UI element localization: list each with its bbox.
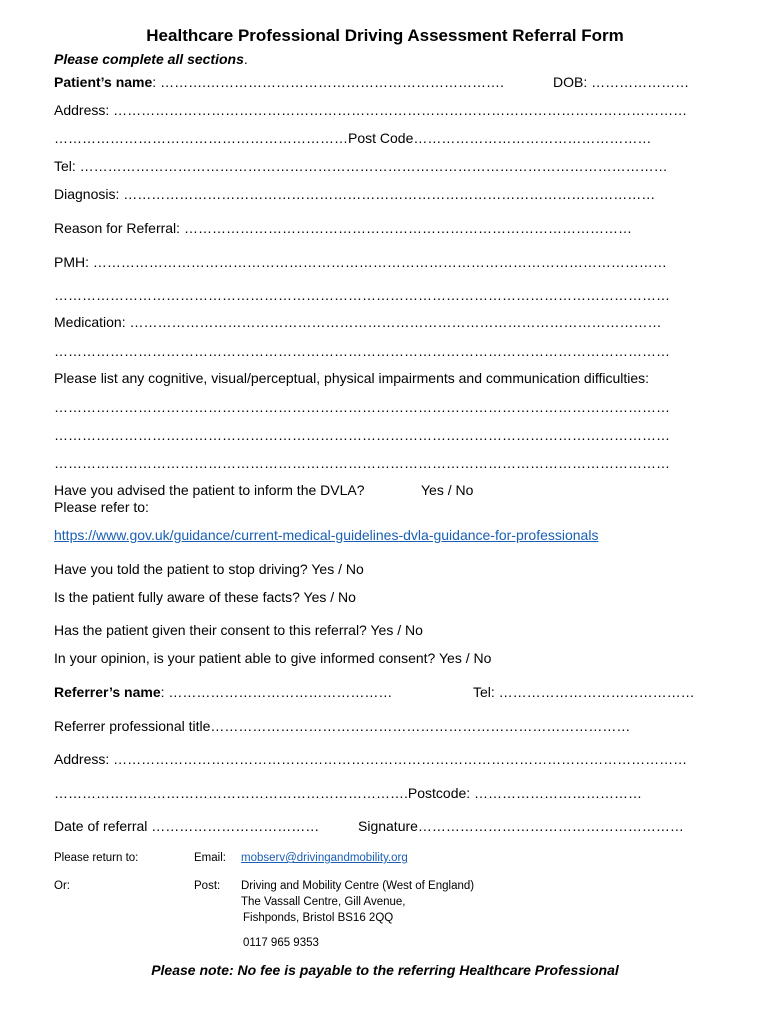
fee-note: Please note: No fee is payable to the referring Healthcare Professional <box>151 962 619 978</box>
referrer-name-label: Referrer’s name <box>54 684 161 700</box>
post-address-line1: Driving and Mobility Centre (West of England) <box>241 880 475 892</box>
phone-number: 0117 965 9353 <box>243 937 319 949</box>
subtitle-period: . <box>243 51 248 67</box>
pmh-field[interactable]: PMH: …………………………………………………………………………………………………………… <box>54 254 667 270</box>
date-of-referral-field[interactable]: Date of referral ……………………………… <box>54 818 320 834</box>
form-subtitle <box>54 51 248 67</box>
email-link[interactable]: mobserv@drivingandmobility.org <box>241 852 408 864</box>
post-label: Post: <box>194 880 221 892</box>
dvla-question: Have you advised the patient to inform the DVLA? <box>54 482 365 498</box>
referrer-title-field[interactable]: Referrer professional title……………………………………………………………………………… <box>54 718 631 734</box>
consent-question[interactable]: Has the patient given their consent to this referral? Yes / No <box>54 622 423 638</box>
signature-field[interactable]: Signature………………………………………………… <box>358 818 684 834</box>
impairment-line[interactable]: …………………………………………………………………………………………………………………… <box>54 455 670 471</box>
post-address-line3: Fishponds, Bristol BS16 2QQ <box>243 912 394 924</box>
form-title: Healthcare Professional Driving Assessment Referral Form <box>146 26 624 45</box>
referrer-postcode-field[interactable]: ………………………………………………………………….Postcode: ……………………………… <box>54 785 643 801</box>
return-label: Please return to: <box>54 852 139 864</box>
refer-to-label: Please refer to: <box>54 499 149 515</box>
dob-field[interactable]: DOB: ………………… <box>553 74 690 90</box>
medication-field[interactable]: Medication: …………………………………………………………………………………………………… <box>54 314 662 330</box>
impairments-prompt: Please list any cognitive, visual/perceptual, physical impairments and communication difficulties: <box>54 370 650 386</box>
or-label: Or: <box>54 880 70 892</box>
referrer-tel-field[interactable]: Tel: …………………………………… <box>473 684 695 700</box>
referrer-name-row[interactable] <box>54 683 454 701</box>
pmh-continued-field[interactable]: …………………………………………………………………………………………………………………… <box>54 287 670 303</box>
reason-field[interactable]: Reason for Referral: …………………………………………………………………………………… <box>54 220 632 236</box>
impairment-line[interactable]: …………………………………………………………………………………………………………………… <box>54 399 670 415</box>
post-address-line2: The Vassall Centre, Gill Avenue, <box>241 896 406 908</box>
dvla-guidance-link[interactable]: https://www.gov.uk/guidance/current-medical-guidelines-dvla-guidance-for-professionals <box>54 527 599 543</box>
dvla-answer[interactable]: Yes / No <box>421 482 474 498</box>
referrer-name-field[interactable]: : ………………………………………… <box>160 684 393 700</box>
stop-driving-question[interactable]: Have you told the patient to stop driving? Yes / No <box>54 561 364 577</box>
informed-consent-question[interactable]: In your opinion, is your patient able to give informed consent? Yes / No <box>54 650 492 666</box>
subtitle-text: Please complete all sections <box>54 51 244 67</box>
tel-field[interactable]: Tel: ……………………………………………………………………………………………………………… <box>54 158 668 174</box>
aware-question[interactable]: Is the patient fully aware of these facts? Yes / No <box>54 589 356 605</box>
impairment-line[interactable]: …………………………………………………………………………………………………………………… <box>54 427 670 443</box>
patient-name-field[interactable]: : ……….………………………………………………………. <box>152 74 504 90</box>
email-label: Email: <box>194 852 226 864</box>
medication-continued-field[interactable]: …………………………………………………………………………………………………………………… <box>54 343 670 359</box>
address-postcode-field[interactable]: ………………………………………………………Post Code…………………………………………… <box>54 130 652 146</box>
diagnosis-field[interactable]: Diagnosis: …………………………………………………………………………………………………… <box>54 186 656 202</box>
address-field[interactable]: Address: …………………………………………………………………………………………………………… <box>54 102 688 118</box>
patient-name-label: Patient’s name <box>54 74 153 90</box>
referrer-address-field[interactable]: Address: …………………………………………………………………………………………………………… <box>54 751 688 767</box>
